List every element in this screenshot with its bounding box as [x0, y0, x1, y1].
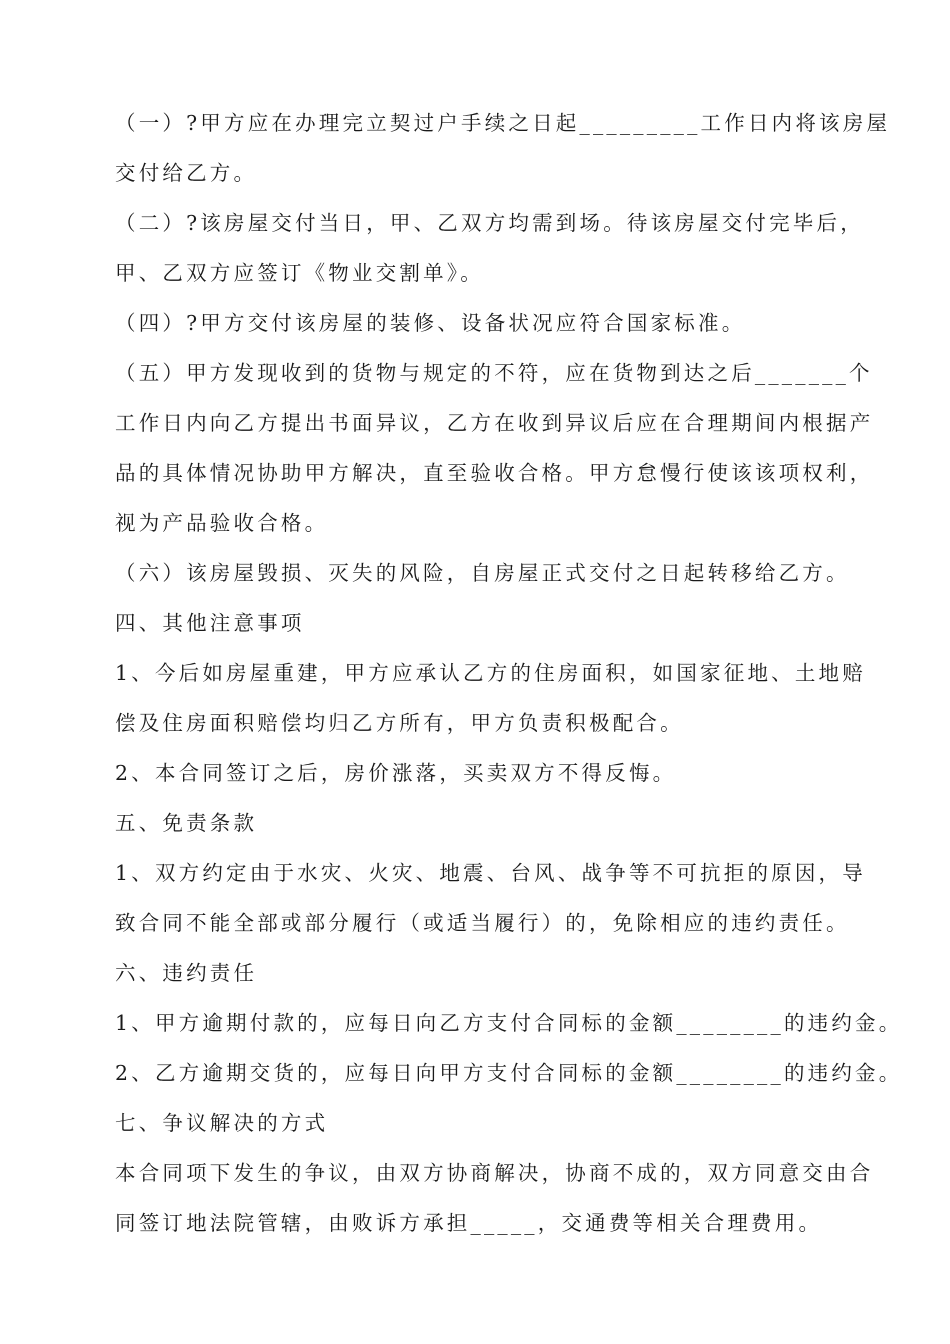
section-heading: 五、免责条款: [115, 811, 258, 835]
text-line: （六）该房屋毁损、灭失的风险，自房屋正式交付之日起转移给乙方。: [115, 561, 850, 585]
text-line: 同签订地法院管辖，由败诉方承担_____，交通费等相关合理费用。: [115, 1211, 823, 1235]
text-line: 2、乙方逾期交货的，应每日向甲方支付合同标的金额________的违约金。: [115, 1061, 903, 1085]
text-line: 交付给乙方。: [115, 161, 258, 185]
text-line: 甲、乙双方应签订《物业交割单》。: [115, 261, 484, 285]
text-line: 视为产品验收合格。: [115, 511, 329, 535]
text-line: 工作日内向乙方提出书面异议，乙方在收到异议后应在合理期间内根据产: [115, 411, 874, 435]
document-page: [115, 98, 903, 1248]
text-line: （一）?甲方应在办理完立契过户手续之日起_________工作日内将该房屋: [115, 111, 891, 135]
text-line: 本合同项下发生的争议，由双方协商解决，协商不成的，双方同意交由合: [115, 1161, 874, 1185]
text-line: 品的具体情况协助甲方解决，直至验收合格。甲方怠慢行使该该项权利，: [115, 461, 874, 485]
text-line: （四）?甲方交付该房屋的装修、设备状况应符合国家标准。: [115, 311, 746, 335]
text-line: （二）?该房屋交付当日，甲、乙双方均需到场。待该房屋交付完毕后，: [115, 211, 864, 235]
text-line: 致合同不能全部或部分履行（或适当履行）的，免除相应的违约责任。: [115, 911, 850, 935]
text-line: 1、今后如房屋重建，甲方应承认乙方的住房面积，如国家征地、土地赔: [115, 661, 866, 685]
section-heading: 七、争议解决的方式: [115, 1111, 329, 1135]
text-line: 偿及住房面积赔偿均归乙方所有，甲方负责积极配合。: [115, 711, 684, 735]
text-line: 1、双方约定由于水灾、火灾、地震、台风、战争等不可抗拒的原因，导: [115, 861, 866, 885]
section-heading: 四、其他注意事项: [115, 611, 305, 635]
text-line: （五）甲方发现收到的货物与规定的不符，应在货物到达之后_______个: [115, 361, 873, 385]
text-line: 1、甲方逾期付款的，应每日向乙方支付合同标的金额________的违约金。: [115, 1011, 903, 1035]
text-line: 2、本合同签订之后，房价涨落，买卖双方不得反悔。: [115, 761, 677, 785]
section-heading: 六、违约责任: [115, 961, 258, 985]
